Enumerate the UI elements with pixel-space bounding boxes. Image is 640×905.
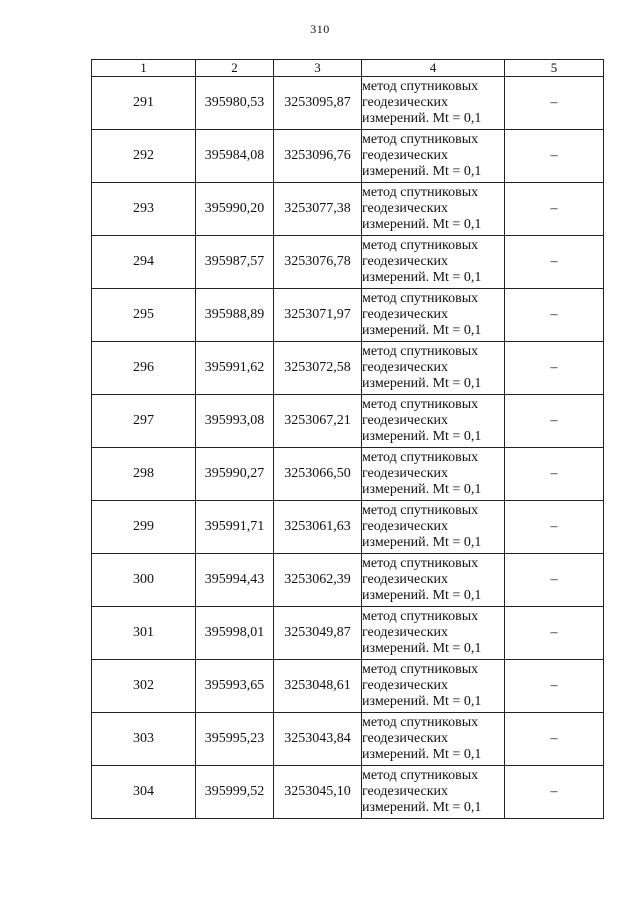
- x-coordinate-cell: 395999,52: [196, 766, 274, 819]
- x-coordinate-cell: 395980,53: [196, 77, 274, 130]
- method-text-line: метод спутниковых: [362, 185, 479, 200]
- method-text-line: измерений. Mt = 0,1: [362, 800, 482, 815]
- x-coordinate-cell: 395993,65: [196, 660, 274, 713]
- y-coordinate-cell: 3253067,21: [274, 395, 362, 448]
- method-text-line: геодезических: [362, 201, 449, 216]
- note-cell: –: [505, 766, 604, 819]
- method-text-line: метод спутниковых: [362, 238, 479, 253]
- table-row: [92, 183, 604, 236]
- method-text-line: геодезических: [362, 360, 449, 375]
- table-row: [92, 501, 604, 554]
- table-row: [92, 448, 604, 501]
- method-cell: [362, 766, 505, 819]
- note-cell: –: [505, 607, 604, 660]
- note-cell: –: [505, 183, 604, 236]
- coordinates-table: [91, 59, 604, 819]
- method-cell: [362, 607, 505, 660]
- table-row: [92, 713, 604, 766]
- method-text-line: метод спутниковых: [362, 450, 479, 465]
- method-text-line: геодезических: [362, 413, 449, 428]
- point-number-cell: 297: [92, 395, 196, 448]
- method-text-line: метод спутниковых: [362, 556, 479, 571]
- note-cell: –: [505, 501, 604, 554]
- note-cell: –: [505, 77, 604, 130]
- table-row: [92, 289, 604, 342]
- table-row: [92, 607, 604, 660]
- method-text-line: метод спутниковых: [362, 291, 479, 306]
- y-coordinate-cell: 3253061,63: [274, 501, 362, 554]
- x-coordinate-cell: 395991,71: [196, 501, 274, 554]
- point-number-cell: 296: [92, 342, 196, 395]
- point-number-cell: 304: [92, 766, 196, 819]
- method-text-line: метод спутниковых: [362, 503, 479, 518]
- method-text-line: геодезических: [362, 784, 449, 799]
- y-coordinate-cell: 3253076,78: [274, 236, 362, 289]
- method-text-line: измерений. Mt = 0,1: [362, 747, 482, 762]
- y-coordinate-cell: 3253077,38: [274, 183, 362, 236]
- y-coordinate-cell: 3253066,50: [274, 448, 362, 501]
- method-cell: [362, 660, 505, 713]
- method-text-line: метод спутниковых: [362, 344, 479, 359]
- y-coordinate-cell: 3253049,87: [274, 607, 362, 660]
- point-number-cell: 303: [92, 713, 196, 766]
- table-row: [92, 342, 604, 395]
- method-text-line: измерений. Mt = 0,1: [362, 111, 482, 126]
- method-cell: [362, 183, 505, 236]
- note-cell: –: [505, 660, 604, 713]
- point-number-cell: 298: [92, 448, 196, 501]
- y-coordinate-cell: 3253045,10: [274, 766, 362, 819]
- method-text-line: геодезических: [362, 625, 449, 640]
- table-row: [92, 766, 604, 819]
- table-row: [92, 236, 604, 289]
- column-header-1: 1: [92, 60, 196, 77]
- method-text-line: геодезических: [362, 254, 449, 269]
- y-coordinate-cell: 3253095,87: [274, 77, 362, 130]
- point-number-cell: 299: [92, 501, 196, 554]
- method-text-line: метод спутниковых: [362, 79, 479, 94]
- method-text-line: геодезических: [362, 95, 449, 110]
- table-header-row: [92, 60, 604, 77]
- method-text-line: метод спутниковых: [362, 132, 479, 147]
- method-cell: [362, 77, 505, 130]
- method-cell: [362, 501, 505, 554]
- x-coordinate-cell: 395990,27: [196, 448, 274, 501]
- method-text-line: геодезических: [362, 148, 449, 163]
- point-number-cell: 300: [92, 554, 196, 607]
- point-number-cell: 301: [92, 607, 196, 660]
- x-coordinate-cell: 395991,62: [196, 342, 274, 395]
- x-coordinate-cell: 395994,43: [196, 554, 274, 607]
- x-coordinate-cell: 395993,08: [196, 395, 274, 448]
- point-number-cell: 302: [92, 660, 196, 713]
- point-number-cell: 295: [92, 289, 196, 342]
- y-coordinate-cell: 3253048,61: [274, 660, 362, 713]
- method-text-line: геодезических: [362, 572, 449, 587]
- column-header-2: 2: [196, 60, 274, 77]
- method-text-line: геодезических: [362, 678, 449, 693]
- table-body: [92, 77, 604, 819]
- method-cell: [362, 130, 505, 183]
- note-cell: –: [505, 130, 604, 183]
- method-text-line: метод спутниковых: [362, 715, 479, 730]
- method-text-line: измерений. Mt = 0,1: [362, 376, 482, 391]
- method-text-line: измерений. Mt = 0,1: [362, 270, 482, 285]
- note-cell: –: [505, 236, 604, 289]
- note-cell: –: [505, 713, 604, 766]
- method-text-line: метод спутниковых: [362, 662, 479, 677]
- method-text-line: измерений. Mt = 0,1: [362, 641, 482, 656]
- y-coordinate-cell: 3253062,39: [274, 554, 362, 607]
- column-header-3: 3: [274, 60, 362, 77]
- point-number-cell: 294: [92, 236, 196, 289]
- method-text-line: измерений. Mt = 0,1: [362, 217, 482, 232]
- table-row: [92, 554, 604, 607]
- method-text-line: измерений. Mt = 0,1: [362, 535, 482, 550]
- table-row: [92, 660, 604, 713]
- column-header-5: 5: [505, 60, 604, 77]
- y-coordinate-cell: 3253072,58: [274, 342, 362, 395]
- note-cell: –: [505, 395, 604, 448]
- method-cell: [362, 554, 505, 607]
- method-cell: [362, 289, 505, 342]
- method-cell: [362, 236, 505, 289]
- method-text-line: геодезических: [362, 466, 449, 481]
- x-coordinate-cell: 395988,89: [196, 289, 274, 342]
- point-number-cell: 292: [92, 130, 196, 183]
- method-cell: [362, 713, 505, 766]
- method-text-line: измерений. Mt = 0,1: [362, 429, 482, 444]
- method-text-line: измерений. Mt = 0,1: [362, 164, 482, 179]
- method-text-line: геодезических: [362, 519, 449, 534]
- x-coordinate-cell: 395995,23: [196, 713, 274, 766]
- note-cell: –: [505, 289, 604, 342]
- method-text-line: измерений. Mt = 0,1: [362, 482, 482, 497]
- x-coordinate-cell: 395998,01: [196, 607, 274, 660]
- method-text-line: измерений. Mt = 0,1: [362, 588, 482, 603]
- x-coordinate-cell: 395987,57: [196, 236, 274, 289]
- method-text-line: геодезических: [362, 307, 449, 322]
- y-coordinate-cell: 3253043,84: [274, 713, 362, 766]
- page-number: 310: [310, 22, 330, 36]
- y-coordinate-cell: 3253096,76: [274, 130, 362, 183]
- method-text-line: измерений. Mt = 0,1: [362, 694, 482, 709]
- column-header-4: 4: [362, 60, 505, 77]
- method-cell: [362, 395, 505, 448]
- method-text-line: метод спутниковых: [362, 609, 479, 624]
- table-row: [92, 77, 604, 130]
- table-row: [92, 395, 604, 448]
- method-text-line: геодезических: [362, 731, 449, 746]
- table-row: [92, 130, 604, 183]
- y-coordinate-cell: 3253071,97: [274, 289, 362, 342]
- note-cell: –: [505, 342, 604, 395]
- method-text-line: измерений. Mt = 0,1: [362, 323, 482, 338]
- point-number-cell: 293: [92, 183, 196, 236]
- method-text-line: метод спутниковых: [362, 768, 479, 783]
- x-coordinate-cell: 395990,20: [196, 183, 274, 236]
- method-cell: [362, 448, 505, 501]
- note-cell: –: [505, 448, 604, 501]
- note-cell: –: [505, 554, 604, 607]
- method-cell: [362, 342, 505, 395]
- method-text-line: метод спутниковых: [362, 397, 479, 412]
- point-number-cell: 291: [92, 77, 196, 130]
- x-coordinate-cell: 395984,08: [196, 130, 274, 183]
